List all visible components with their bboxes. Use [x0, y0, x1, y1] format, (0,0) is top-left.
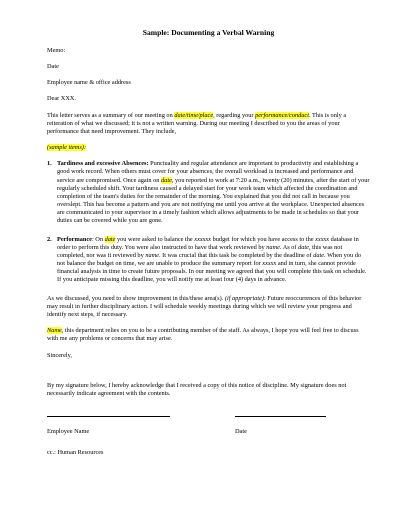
cc-line: cc.: Human Resources — [47, 449, 104, 457]
highlight-name: Name — [47, 327, 62, 335]
acknowledgement-paragraph: By my signature below, I hereby acknowledge that I received a copy of this notice of discipline. My signature does not necessarily indicate agreement with the contents. — [47, 381, 347, 397]
signature-date-label: Date — [235, 428, 247, 436]
highlight-date-time-place: date/time/place — [174, 111, 214, 119]
signature-block — [47, 416, 370, 436]
item-heading-performance: Performance — [57, 235, 92, 243]
sincerely: Sincerely, — [47, 351, 72, 359]
memo-label: Memo: — [47, 46, 66, 54]
highlight-performance-conduct: performance/conduct — [255, 111, 309, 119]
date-signature-line — [235, 416, 326, 417]
closing-paragraph: Name, this department relies on you to be a contributing member of the staff. As always, I hope you will feel free to discuss with me any problems or concerns that may arise. — [47, 327, 359, 343]
discussion-paragraph: As we discussed, you need to show improvement in this/these area(s). (if appropriate): Future reoccurrences of this behavior may result in further disciplinary action. I will schedule weekly meetings during which we will review your progress and identify next steps, if necessary. — [47, 294, 362, 318]
highlight-date: date — [104, 235, 116, 243]
document-title: Sample: Documenting a Verbal Warning — [142, 28, 275, 37]
sample-items-label: (sample items): — [47, 144, 86, 152]
employee-name-label: Employee Name — [47, 428, 90, 436]
highlight-date: date — [161, 176, 172, 184]
list-item-performance: 2. Performance: On date you were asked to balance the xxxxxx budget for which you have access to the xxxxx database in order to perform this duty. You were also instructed to have that work reviewed by name. As of date, this was not completed, nor was it reviewed by name. It was crucial that this task be completed by the deadline of date. When you do not balance the budget on time, we are unable to produce the summary report for xxxxx and in turn, she cannot provide financial analysis in time to create future proposals. In our meeting we agreed that you will complete this task on schedule. If you anticipate missing this deadline, you will notify me at least four (4) days in advance. — [47, 235, 367, 284]
list-item-tardiness: 1. Tardiness and excessive Absences: Punctuality and regular attendance are important to productivity and establishing a good work record. When others must cover for your absences, the overall workload is increased and performance and service are compromised. Once again on date, you reported to work at 7:20 a.m., twenty (20) minutes, after the start of your regularly scheduled shift. Your tardiness caused a delayed start for your work team which affected the coordination and completion of the team's duties for the remainder of the morning. You explained that you did not call in because you overslept. This has become a pattern and you are not notifying me until you arrive at the workplace. Unexpected absences are communicated to your supervisor in a timely fashion which allows adjustments to be made in schedules so that your duties can be covered while you are gone. — [47, 160, 370, 225]
intro-paragraph: This letter serves as a summary of our meeting on date/time/place, regarding your performance/conduct. This is only a reiteration of what we discussed; it is not a written warning. During our meeting I described to you the areas of your performance that need improvement. They include, — [47, 111, 347, 135]
employee-signature-line — [47, 416, 170, 417]
item-heading-tardiness: Tardiness and excessive Absences: — [57, 160, 149, 168]
employee-address-label: Employee name & office address — [47, 79, 131, 87]
date-label: Date — [47, 63, 59, 71]
salutation: Dear XXX. — [47, 95, 77, 103]
